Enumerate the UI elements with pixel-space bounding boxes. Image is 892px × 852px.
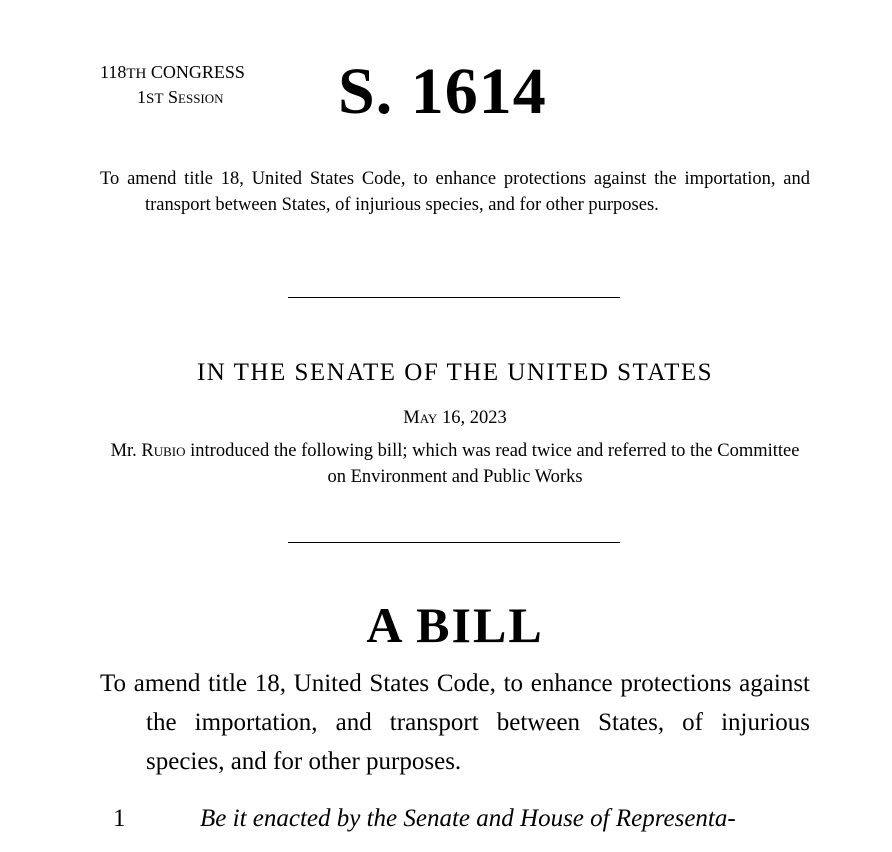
session-word: Session (168, 87, 224, 107)
session-line (100, 86, 300, 111)
bill-heading: A BILL (366, 597, 544, 653)
congress-number: 118 (100, 62, 127, 82)
congress-word: CONGRESS (150, 62, 245, 82)
divider-bottom (288, 542, 620, 543)
sponsor-prefix: Mr. (110, 441, 142, 461)
congress-suffix: TH (126, 66, 147, 82)
divider-top (288, 297, 620, 298)
session-number: 1 (137, 87, 146, 107)
bill-number: S. 1614 (338, 55, 547, 128)
session-suffix: ST (146, 91, 164, 107)
congress-line (100, 61, 300, 86)
introduction-date: May 16, 2023 (403, 408, 507, 428)
congress-session-label (100, 61, 300, 111)
long-title: To amend title 18, United States Code, to enhance protections against the importation, and transport between States, of injurious species, and for other purposes. (100, 670, 810, 775)
enacting-clause: Be it enacted by the Senate and House of Representa- (200, 805, 736, 832)
introduction-statement (100, 438, 810, 490)
chamber-heading: IN THE SENATE OF THE UNITED STATES (196, 359, 714, 386)
line-number: 1 (113, 805, 126, 832)
sponsor-name: Rubio (141, 441, 186, 461)
introduction-text: introduced the following bill; which was read twice and referred to the Committee on Environment and Public Works (185, 441, 800, 487)
short-title: To amend title 18, United States Code, to enhance protections against the importation, and transport between States, of injurious species, and for other purposes. (100, 169, 810, 215)
